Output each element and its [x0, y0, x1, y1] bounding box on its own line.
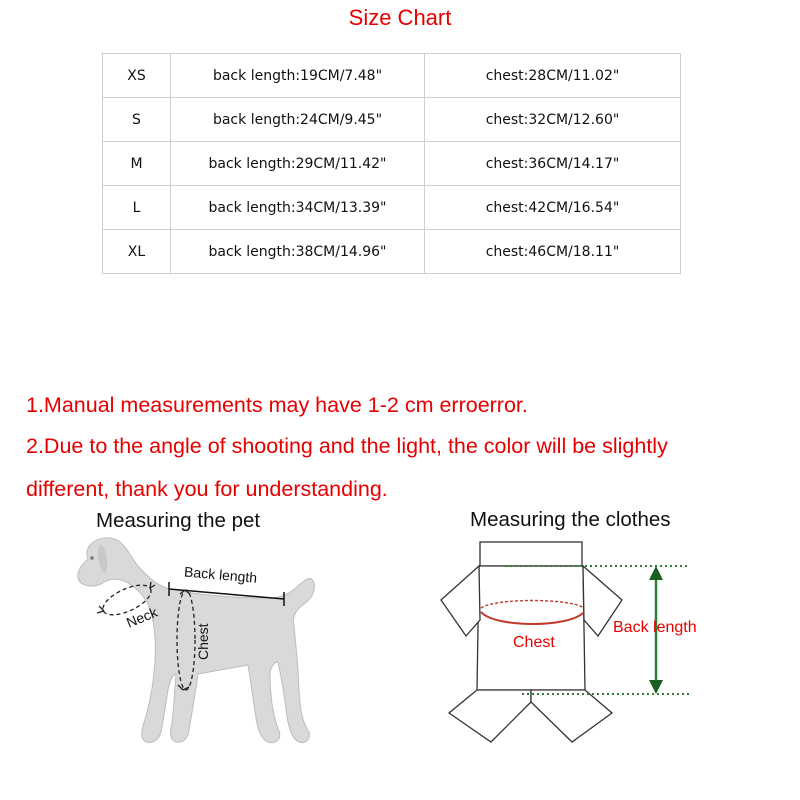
chest-cell: chest:42CM/16.54": [425, 186, 681, 230]
note-line-1: 1.Manual measurements may have 1-2 cm erroerror.: [26, 393, 528, 417]
back-length-cell: back length:34CM/13.39": [171, 186, 425, 230]
neck-label: Neck: [124, 603, 160, 631]
note-line-2: 2.Due to the angle of shooting and the light, the color will be slightly: [26, 434, 668, 458]
pet-figure-heading: Measuring the pet: [96, 509, 261, 532]
garment-back-length-label: Back length: [613, 619, 697, 636]
size-chart-title: Size Chart: [348, 5, 452, 30]
size-cell: S: [103, 98, 171, 142]
chest-label: Chest: [195, 623, 211, 660]
chest-cell: chest:32CM/12.60": [425, 98, 681, 142]
back-length-label: Back length: [183, 563, 258, 586]
back-length-cell: back length:19CM/7.48": [171, 54, 425, 98]
chest-cell: chest:46CM/18.11": [425, 230, 681, 274]
clothes-figure-heading: Measuring the clothes: [470, 508, 671, 531]
back-length-cell: back length:24CM/9.45": [171, 98, 425, 142]
size-cell: XL: [103, 230, 171, 274]
size-cell: XS: [103, 54, 171, 98]
back-length-cell: back length:29CM/11.42": [171, 142, 425, 186]
back-length-cell: back length:38CM/14.96": [171, 230, 425, 274]
garment-chest-label: Chest: [513, 634, 555, 651]
chest-cell: chest:28CM/11.02": [425, 54, 681, 98]
size-cell: L: [103, 186, 171, 230]
size-cell: M: [103, 142, 171, 186]
note-line-3: different, thank you for understanding.: [26, 477, 388, 501]
chest-cell: chest:36CM/14.17": [425, 142, 681, 186]
